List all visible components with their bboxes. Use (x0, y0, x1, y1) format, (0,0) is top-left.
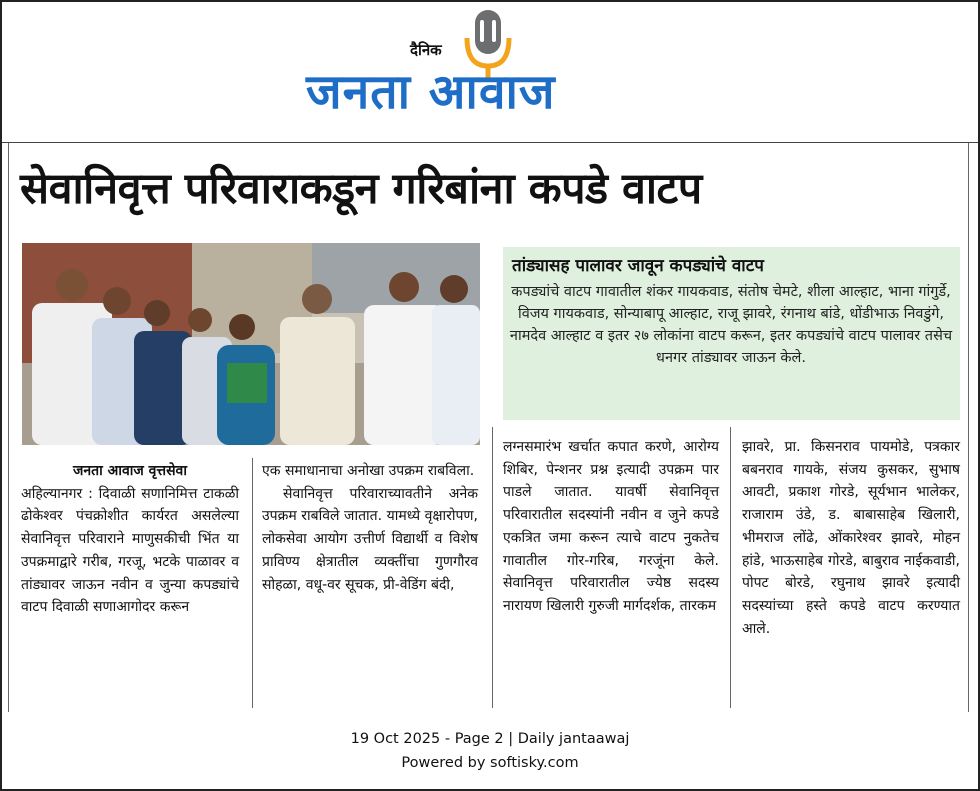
article-column-2-text-a: एक समाधानाचा अनोखा उपक्रम राबविला. (262, 463, 475, 479)
masthead-name: जनता आवाज (306, 64, 556, 120)
info-box-body: कपड्यांचे वाटप गावातील शंकर गायकवाड, संतोष चेमटे, शीला आल्हाट, भाना गांगुर्डे, विजय गायकवाड, सोन्याबापू आल्हाट, राजू झावरे, रंगनाथ बांडे, धोंडीभाऊ निवडुंगे, नामदेव आल्हाट व इतर २७ लोकांना वाटप करून, इतर कपड्यांचे वाटप पालावर तसेच धनगर तांड्यावर जाऊन केले. (509, 284, 953, 366)
left-margin-line (8, 143, 9, 712)
article-column-1-text: अहिल्यानगर : दिवाळी सणानिमित्त टाकळी ढोकेश्वर पंचक्रोशीत कार्यरत असलेल्या सेवानिवृत्त परिवाराने माणुसकीची भिंत या उपक्रमाद्वारे गरीब, गरजू, भटके पाळावर व तांड्यावर जाऊन नवीन व जुन्या कपड्यांचे वाटप दिवाळी सणाआगोदर करून (21, 485, 239, 616)
article-column-1 (21, 460, 239, 619)
byline: जनता आवाज वृत्तसेवा (73, 463, 187, 479)
article-column-3: लग्नसमारंभ खर्चात कपात करणे, आरोग्य शिबिर, पेन्शनर प्रश्न इत्यादी उपक्रम पार पाडले जातात. यावर्षी सेवानिवृत्त परिवारातील सदस्यांनी नवीन व जुने कपडे एकत्रित जमा करून त्याचे वाटप नुकतेच गावातील गोर-गरिब, गरजूंना केले. सेवानिवृत्त परिवारातील ज्येष्ठ सदस्य नारायण खिलारी गुरुजी मार्गदर्शक, तारकम (503, 439, 719, 614)
article-column-2-text-b: सेवानिवृत्त परिवाराच्यावतीने अनेक उपक्रम राबविले जातात. यामध्ये वृक्षारोपण, लोकसेवा आयोग उत्तीर्ण विद्यार्थी व विशेष प्राविण्य क्षेत्रातील व्यक्तींचा गुणगौरव सोहळा, वधू-वर सूचक, प्री-वेडिंग बंदी, (262, 485, 478, 593)
news-photo (22, 243, 480, 445)
footer (0, 727, 980, 775)
column-divider (252, 458, 253, 708)
article-column-2 (262, 460, 478, 596)
top-rule (2, 142, 978, 143)
right-margin-line (968, 143, 969, 712)
info-box (503, 247, 960, 420)
headline: सेवानिवृत्त परिवाराकडून गरिबांना कपडे वाटप (20, 164, 702, 214)
article-column-4: झावरे, प्रा. किसनराव पायमोडे, पत्रकार बबनराव गायके, संजय कुसकर, सुभाष आवटी, प्रकाश गोरडे, सूर्यभान भालेकर, राजाराम उंडे, ड. बाबासाहेब खिलारी, भीमराज लोंढे, ओंकारेश्वर झावरे, मोहन हांडे, भाऊसाहेब गोरडे, बाबुराव नाईकवाडी, पोपट बोरडे, रघुनाथ झावरे इत्यादी सदस्यांच्या हस्ते कपडे वाटप करण्यात आले. (742, 439, 960, 637)
masthead (0, 0, 980, 140)
column-divider (730, 427, 731, 708)
footer-powered-by: Powered by softisky.com (401, 755, 579, 771)
column-divider (492, 427, 493, 708)
masthead-prefix: दैनिक (410, 41, 442, 59)
info-box-title: तांड्यासह पालावर जावून कपड्यांचे वाटप (512, 256, 764, 276)
footer-date-line: 19 Oct 2025 - Page 2 | Daily jantaawaj (350, 731, 630, 747)
